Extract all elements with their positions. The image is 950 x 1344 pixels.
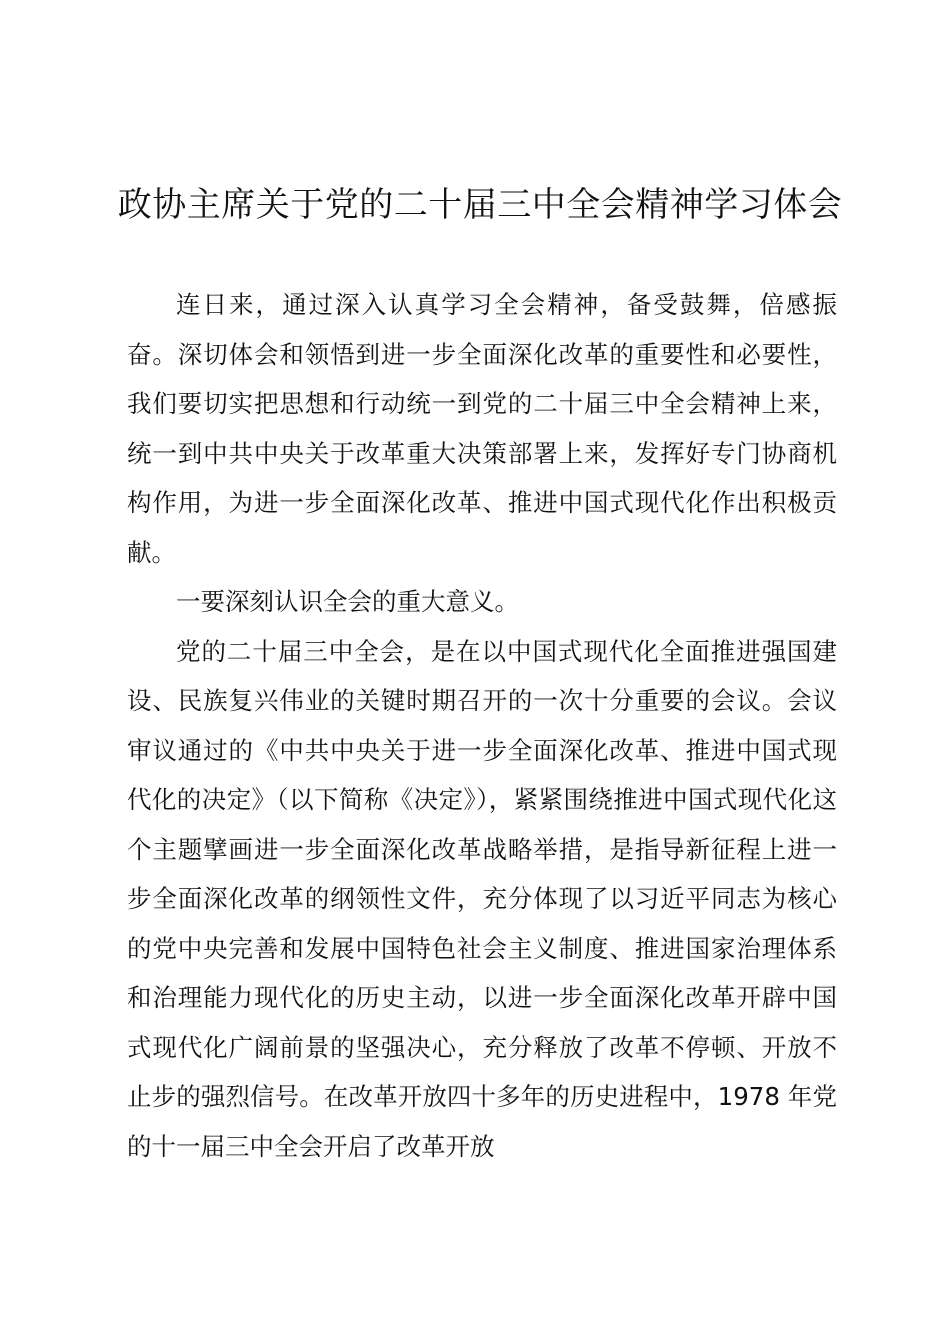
paragraph-heading-1: 一要深刻认识全会的重大意义。: [176, 587, 519, 616]
document-title: 政协主席关于党的二十届三中全会精神学习体会: [117, 185, 843, 225]
paragraph-significance: 党的二十届三中全会，是在以中国式现代化全面推进强国建设、民族复兴伟业的关键时期召开的一次十分重要的会议。会议审议通过的《中共中央关于进一步全面深化改革、推进中国式现代化的决定》（以下简称《决定》），紧紧围绕推进中国式现代化这个主题擘画进一步全面深化改革战略举措，是指导新征程上进一步全面深化改革的纲领性文件，充分体现了以习近平同志为核心的党中央完善和发展中国特色社会主义制度、推进国家治理体系和治理能力现代化的历史主动，以进一步全面深化改革开辟中国式现代化广阔前景的坚强决心，充分释放了改革不停顿、开放不止步的强烈信号。在改革开放四十多年的历史进程中，1978 年党的十一届三中全会开启了改革开放: [127, 636, 837, 1161]
paragraph-intro: 连日来，通过深入认真学习全会精神，备受鼓舞，倍感振奋。深切体会和领悟到进一步全面深化改革的重要性和必要性，我们要切实把思想和行动统一到党的二十届三中全会精神上来，统一到中共中央关于改革重大决策部署上来，发挥好专门协商机构作用，为进一步全面深化改革、推进中国式现代化作出积极贡献。: [127, 290, 837, 567]
document-body: [127, 280, 837, 1171]
